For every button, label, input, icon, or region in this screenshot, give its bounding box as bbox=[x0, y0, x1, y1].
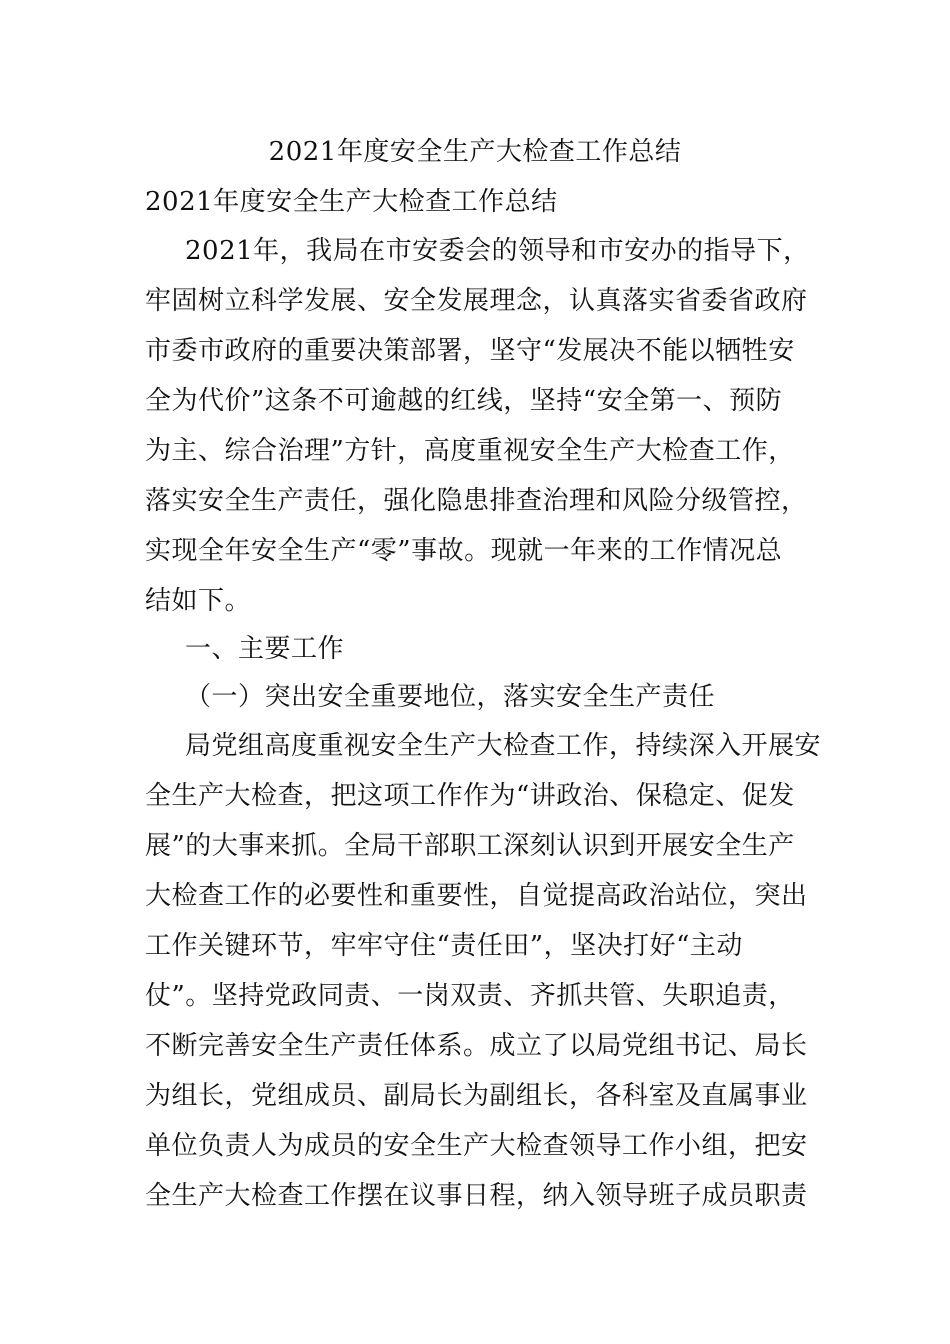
paragraph-line: 全为代价”这条不可逾越的红线，坚持“安全第一、预防 bbox=[145, 386, 783, 416]
document-title: 2021年度安全生产大检查工作总结 bbox=[268, 137, 682, 167]
subsection-heading: （一）突出安全重要地位，落实安全生产责任 bbox=[185, 682, 716, 712]
paragraph-line: 结如下。 bbox=[145, 586, 252, 616]
paragraph-line: 全生产大检查，把这项工作作为“讲政治、保稳定、促发 bbox=[145, 781, 795, 811]
paragraph-line: 为主、综合治理”方针，高度重视安全生产大检查工作， bbox=[145, 436, 795, 466]
paragraph-line: 局党组高度重视安全生产大检查工作，持续深入开展安 bbox=[185, 731, 822, 761]
paragraph-line: 全生产大检查工作摆在议事日程，纳入领导班子成员职责 bbox=[145, 1181, 808, 1211]
paragraph-line: 实现全年安全生产“零”事故。现就一年来的工作情况总 bbox=[145, 536, 783, 566]
paragraph-line: 落实安全生产责任，强化隐患排查治理和风险分级管控， bbox=[145, 486, 808, 516]
paragraph-line: 为组长，党组成员、副局长为副组长，各科室及直属事业 bbox=[145, 1081, 808, 1111]
paragraph-line: 工作关键环节，牢牢守住“责任田”，坚决打好“主动 bbox=[145, 931, 743, 961]
paragraph-line: 展”的大事来抓。全局干部职工深刻认识到开展安全生产 bbox=[145, 831, 795, 861]
document-subtitle: 2021年度安全生产大检查工作总结 bbox=[145, 187, 558, 217]
paragraph-line: 不断完善安全生产责任体系。成立了以局党组书记、局长 bbox=[145, 1031, 808, 1061]
section-heading: 一、主要工作 bbox=[185, 634, 345, 664]
paragraph-line: 2021年，我局在市安委会的领导和市安办的指导下， bbox=[185, 236, 810, 266]
paragraph-line: 仗”。坚持党政同责、一岗双责、齐抓共管、失职追责， bbox=[145, 981, 795, 1011]
paragraph-line: 大检查工作的必要性和重要性，自觉提高政治站位，突出 bbox=[145, 881, 808, 911]
paragraph-line: 市委市政府的重要决策部署，坚守“发展决不能以牺牲安 bbox=[145, 336, 795, 366]
paragraph-line: 牢固树立科学发展、安全发展理念，认真落实省委省政府 bbox=[145, 286, 808, 316]
paragraph-line: 单位负责人为成员的安全生产大检查领导工作小组，把安 bbox=[145, 1131, 808, 1161]
